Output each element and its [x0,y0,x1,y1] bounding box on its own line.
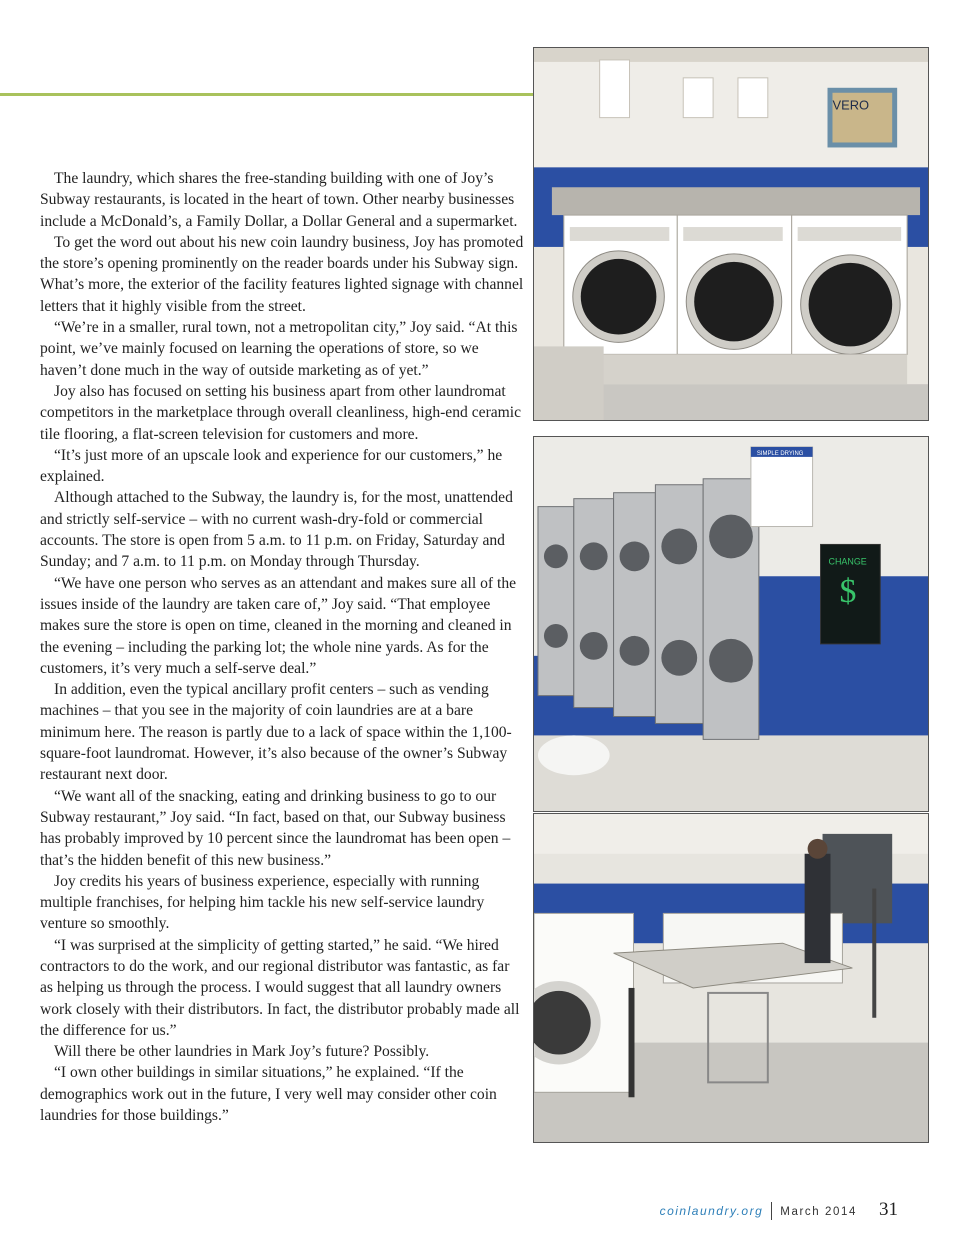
footer-divider [771,1202,772,1220]
article-body [40,168,524,1126]
paragraph: Joy credits his years of business experience, especially with running multiple franchises, for helping him tackle his new self-service laundry venture so smoothly. [40,872,485,933]
footer-website: coinlaundry.org [659,1204,764,1218]
paragraph: “We want all of the snacking, eating and drinking business to go to our Subway restaurant,” Joy said. “In fact, based on that, our Subway business has probably improved by 10 percent since the laundromat has been open – that’s the hidden benefit of this new business.” [40,787,511,869]
paragraph: “We’re in a smaller, rural town, not a metropolitan city,” Joy said. “At this point, we’ve mainly focused on learning the operations of store, so we haven’t done much in the way of outside marketing as of yet.” [40,319,518,379]
paragraph: “I own other buildings in similar situations,” he explained. “If the demographics work out in the future, I very well may consider other coin laundries for those buildings.” [40,1064,497,1125]
photo-stack-dryers-change-machine [533,436,929,812]
page-number: 31 [879,1199,898,1220]
paragraph: Although attached to the Subway, the laundry is, for the most, unattended and strictly self-service – with no current wash-dry-fold or commercial accounts. The store is open from 5 a.m. to 11 p.m. on Friday, Saturday and Sunday; and 7 a.m. to 11 p.m. on Monday through Thursday. [40,489,513,571]
paragraph: To get the word out about his new coin laundry business, Joy has promoted the store’s opening prominently on the reader boards under his Subway sign. What’s more, the exterior of the facility features lighted signage with channel letters that it highly visible from the street. [40,233,524,315]
photo-dryers-row [533,47,929,421]
paragraph: In addition, even the typical ancillary profit centers – such as vending machines – that you see in the majority of coin laundries are at a bare minimum here. The reason is partly due to a lack of space within the 1,100-square-foot laundromat. However, it’s also because of the owner’s Subway restaurant next door. [40,681,512,784]
page-footer [660,1199,898,1223]
paragraph: “I was surprised at the simplicity of getting started,” he said. “We hired contractors to do the work, and our regional distributor was fantastic, as far as helping us through the process. I would suggest that all laundry owners work closely with their distributors. In fact, the distributor probably made all the difference for us.” [40,936,520,1039]
paragraph: Joy also has focused on setting his business apart from other laundromat competitors in the marketplace through overall cleanliness, high-end ceramic tile flooring, a flat-screen television for customers and more. [40,382,522,443]
drying-sign-title: SIMPLE DRYING [756,450,804,457]
paragraph: The laundry, which shares the free-standing building with one of Joy’s Subway restaurants, is located in the heart of town. Other nearby businesses include a McDonald’s, a Family Dollar, a Dollar General and a supermarket. [40,170,518,230]
paragraph: “It’s just more of an upscale look and experience for our customers,” he explained. [40,446,503,486]
dollar-sign: $ [839,573,857,611]
footer-date: March 2014 [780,1206,857,1218]
change-machine-label: CHANGE [828,556,867,567]
photo-folding-tables-washers [533,813,929,1143]
paragraph: “We have one person who serves as an attendant and makes sure all of the issues inside of the laundry are taken care of,” Joy said. “That employee makes sure the store is open on time, cleaned in the morning and cleaned in the evening – including the parking lot; the whole nine yards. As for the customers, it’s very much a self-serve deal.” [40,574,517,677]
header-accent-rule [0,93,533,96]
window-sign-text: VERO [832,97,870,113]
paragraph: Will there be other laundries in Mark Joy’s future? Possibly. [54,1043,430,1061]
